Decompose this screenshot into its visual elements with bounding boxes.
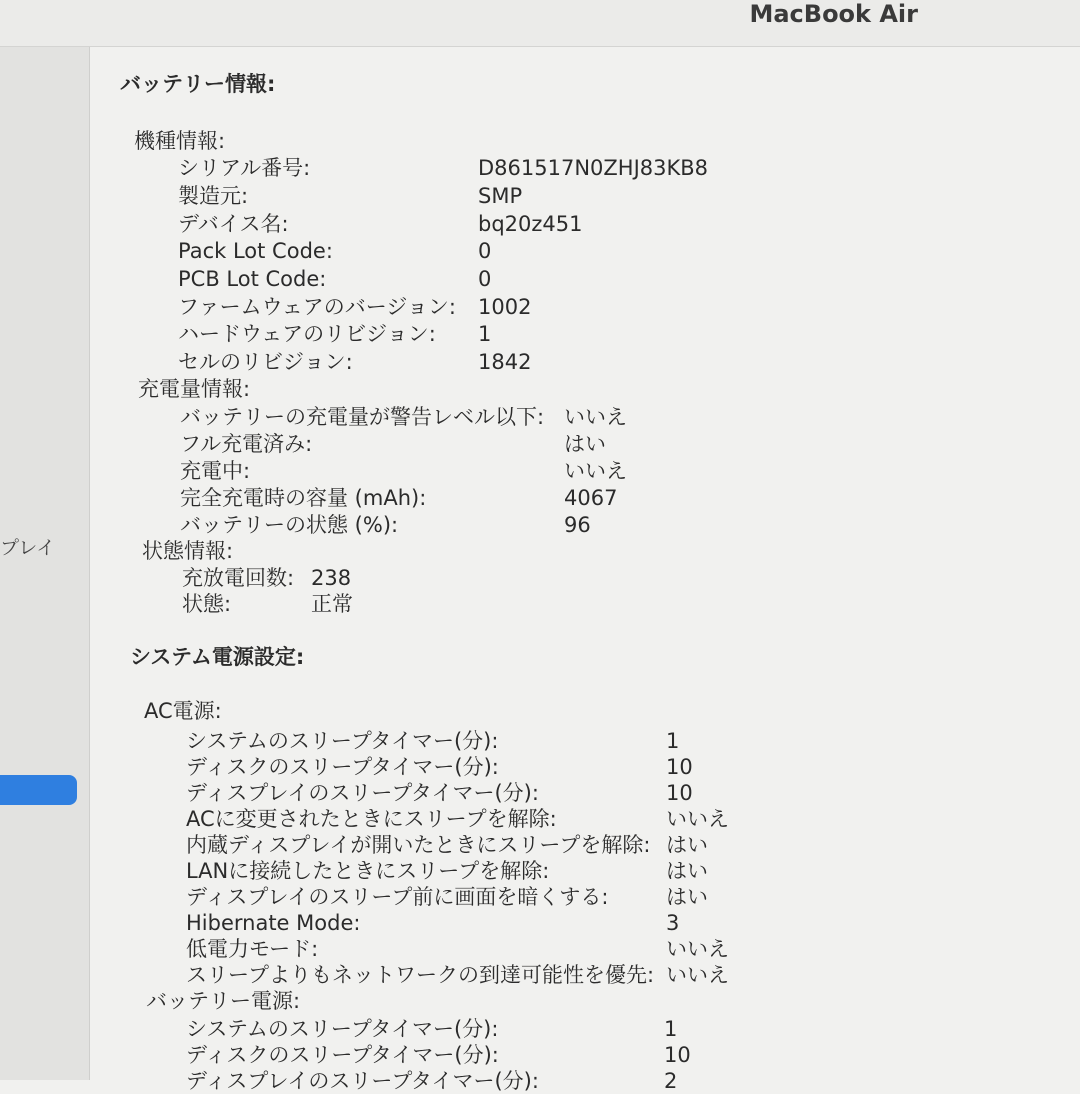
setting-key: スリープよりもネットワークの到達可能性を優先: <box>186 963 655 987</box>
setting-key: LANに接続したときにスリープを解除: <box>186 859 550 883</box>
setting-value: 10 <box>664 1043 691 1067</box>
info-value: いいえ <box>564 459 627 483</box>
sidebar-item-display[interactable]: プレイ <box>0 537 56 559</box>
info-key: シリアル番号: <box>178 156 311 180</box>
setting-key: 内蔵ディスプレイが開いたときにスリープを解除: <box>186 833 651 857</box>
power-heading: システム電源設定: <box>130 645 305 669</box>
setting-value: 10 <box>666 781 693 805</box>
info-key: 充電中: <box>180 459 251 483</box>
info-value: 4067 <box>564 486 618 510</box>
info-key: 充放電回数: <box>182 566 295 590</box>
info-value: 96 <box>564 513 591 537</box>
info-key: バッテリーの充電量が警告レベル以下: <box>180 405 545 429</box>
model-info-label: 機種情報: <box>134 129 226 153</box>
info-key: 完全充電時の容量 (mAh): <box>180 486 427 510</box>
info-key: バッテリーの状態 (%): <box>180 513 399 537</box>
info-key: ハードウェアのリビジョン: <box>178 322 436 346</box>
setting-key: 低電力モード: <box>186 937 319 961</box>
setting-value: はい <box>666 833 708 857</box>
setting-value: いいえ <box>666 807 729 831</box>
window-title: MacBook Air <box>749 0 918 28</box>
setting-value: 2 <box>664 1069 678 1093</box>
info-value: 238 <box>311 566 352 590</box>
info-value: SMP <box>478 184 523 208</box>
setting-key: システムのスリープタイマー(分): <box>186 729 499 753</box>
info-value: はい <box>564 432 606 456</box>
setting-value: 1 <box>666 729 680 753</box>
info-key: デバイス名: <box>178 212 289 236</box>
setting-key: ディスプレイのスリープ前に画面を暗くする: <box>186 885 609 909</box>
setting-value: 3 <box>666 911 680 935</box>
setting-key: Hibernate Mode: <box>186 911 361 935</box>
info-value: 1002 <box>478 295 532 319</box>
setting-value: はい <box>666 859 708 883</box>
info-value: 1842 <box>478 350 532 374</box>
setting-key: ディスプレイのスリープタイマー(分): <box>186 781 539 805</box>
setting-key: ディスクのスリープタイマー(分): <box>186 755 499 779</box>
setting-key: ディスプレイのスリープタイマー(分): <box>186 1069 539 1093</box>
info-value: 1 <box>478 322 492 346</box>
info-key: PCB Lot Code: <box>178 267 327 291</box>
health-info-label: 状態情報: <box>142 539 234 563</box>
info-value: bq20z451 <box>478 212 583 236</box>
info-key: フル充電済み: <box>180 432 313 456</box>
setting-value: はい <box>666 885 708 909</box>
report-content <box>90 47 1080 1093</box>
setting-key: システムのスリープタイマー(分): <box>186 1017 499 1041</box>
charge-info-label: 充電量情報: <box>138 377 251 401</box>
info-key: 状態: <box>182 592 232 616</box>
battery-power-label: バッテリー電源: <box>146 989 301 1013</box>
battery-heading: バッテリー情報: <box>120 72 276 96</box>
info-key: ファームウェアのバージョン: <box>178 295 456 319</box>
info-value: 0 <box>478 239 492 263</box>
info-key: セルのリビジョン: <box>178 350 353 374</box>
info-key: Pack Lot Code: <box>178 239 333 263</box>
info-key: 製造元: <box>178 184 249 208</box>
setting-value: 10 <box>666 755 693 779</box>
info-value: いいえ <box>564 405 627 429</box>
ac-power-label: AC電源: <box>144 699 222 723</box>
info-value: 正常 <box>311 592 353 616</box>
setting-key: ACに変更されたときにスリープを解除: <box>186 807 557 831</box>
setting-key: ディスクのスリープタイマー(分): <box>186 1043 499 1067</box>
sidebar-selected-item[interactable] <box>0 775 77 805</box>
setting-value: いいえ <box>666 937 729 961</box>
info-value: 0 <box>478 267 492 291</box>
sidebar <box>0 47 90 1080</box>
setting-value: 1 <box>664 1017 678 1041</box>
info-value: D861517N0ZHJ83KB8 <box>478 156 709 180</box>
setting-value: いいえ <box>666 963 729 987</box>
title-bar <box>0 0 1080 47</box>
